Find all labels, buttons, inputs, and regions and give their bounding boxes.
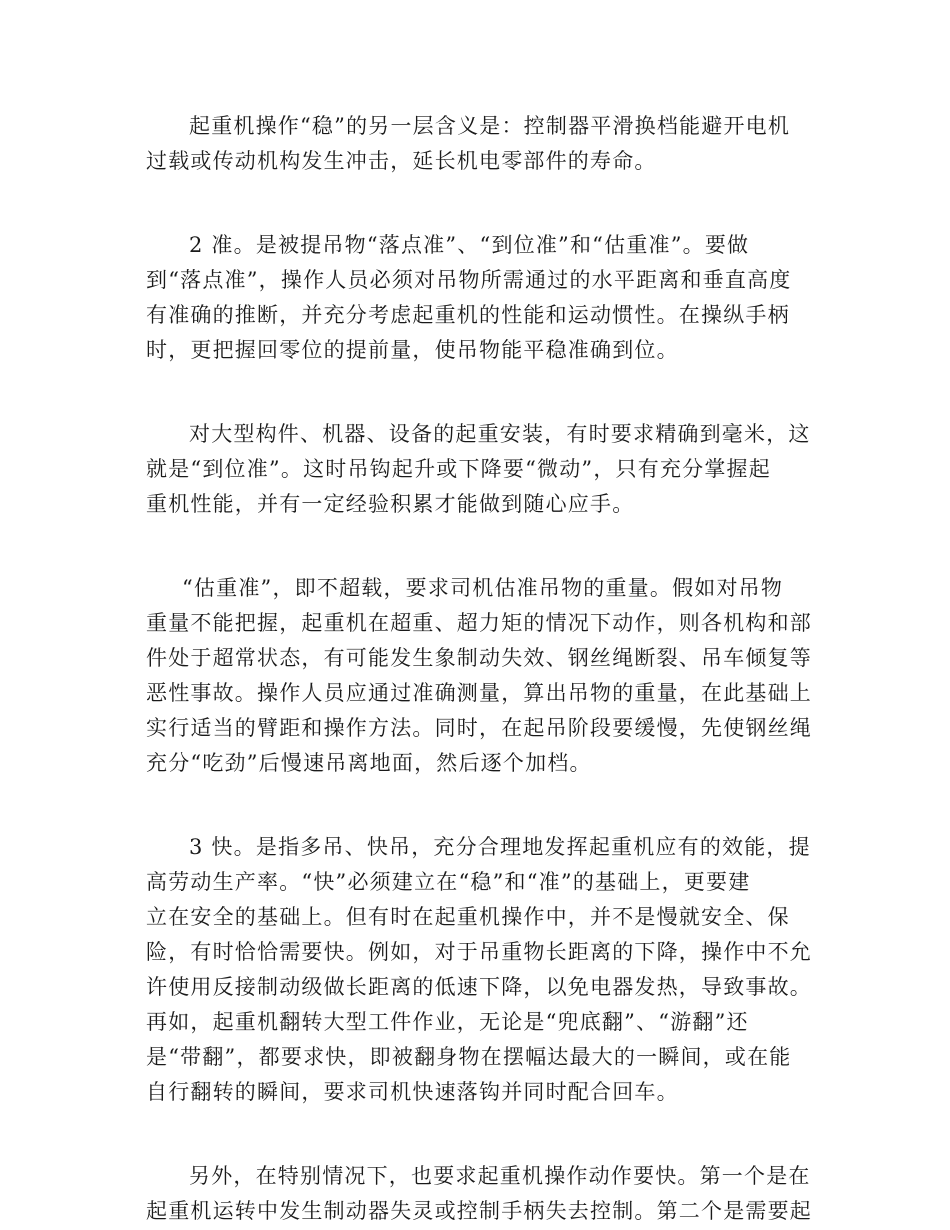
paragraph-3-line-2: 就是“到位准”。这时吊钩起升或下降要“微动”，只有充分掌握起 [146, 457, 771, 481]
paragraph-2-line-3: 有准确的推断，并充分考虑起重机的性能和运动惯性。在操纵手柄 [146, 303, 790, 327]
paragraph-6-line-1: 另外，在特别情况下，也要求起重机操作动作要快。第一个是在 [189, 1164, 811, 1188]
paragraph-4-line-4: 恶性事故。操作人员应通过准确测量，算出吊物的重量，在此基础上 [146, 681, 812, 705]
paragraph-4-line-3: 件处于超常状态，有可能发生象制动失效、钢丝绳断裂、吊车倾复等 [146, 646, 812, 670]
paragraph-6-line-2: 起重机运转中发生制动器失灵或控制手柄失去控制。第二个是需要起 [146, 1199, 812, 1223]
paragraph-5-line-3: 立在安全的基础上。但有时在起重机操作中，并不是慢就安全、保 [146, 905, 790, 929]
paragraph-2-line-4: 时，更把握回零位的提前量，使吊物能平稳准确到位。 [146, 338, 679, 362]
paragraph-3-line-1: 对大型构件、机器、设备的起重安装，有时要求精确到毫米，这 [189, 422, 811, 446]
paragraph-1-line-2: 过载或传动机构发生冲击，延长机电零部件的寿命。 [146, 149, 657, 173]
paragraph-2-line-2: 到“落点准”，操作人员必须对吊物所需通过的水平距离和垂直高度 [146, 268, 792, 292]
paragraph-5-line-5: 许使用反接制动级做长距离的低速下降，以免电器发热，导致事故。 [146, 975, 812, 999]
paragraph-5-line-1: 3 快。是指多吊、快吊，充分合理地发挥起重机应有的效能，提 [189, 835, 811, 859]
paragraph-5-line-4: 险，有时恰恰需要快。例如，对于吊重物长距离的下降，操作中不允 [146, 940, 812, 964]
paragraph-3-line-3: 重机性能，并有一定经验积累才能做到随心应手。 [146, 492, 635, 516]
paragraph-4-line-1: “估重准”，即不超载，要求司机估准吊物的重量。假如对吊物 [182, 576, 784, 600]
paragraph-5-line-2: 高劳动生产率。“快”必须建立在“稳”和“准”的基础上，更要建 [146, 870, 751, 894]
paragraph-2-line-1: 2 准。是被提吊物“落点准”、“到位准”和“估重准”。要做 [189, 233, 750, 257]
paragraph-4-line-2: 重量不能把握，起重机在超重、超力矩的情况下动作，则各机构和部 [146, 611, 812, 635]
paragraph-5-line-7: 是“带翻”，都要求快，即被翻身物在摆幅达最大的一瞬间，或在能 [146, 1045, 792, 1069]
paragraph-4-line-5: 实行适当的臂距和操作方法。同时，在起吊阶段要缓慢，先使钢丝绳 [146, 716, 812, 740]
paragraph-5-line-6: 再如，起重机翻转大型工件作业，无论是“兜底翻”、“游翻”还 [146, 1010, 749, 1034]
paragraph-5-line-8: 自行翻转的瞬间，要求司机快速落钩并同时配合回车。 [146, 1080, 679, 1104]
paragraph-1-line-1: 起重机操作“稳”的另一层含义是：控制器平滑换档能避开电机 [189, 114, 791, 138]
paragraph-4-line-6: 充分“吃劲”后慢速吊离地面，然后逐个加档。 [146, 751, 592, 775]
